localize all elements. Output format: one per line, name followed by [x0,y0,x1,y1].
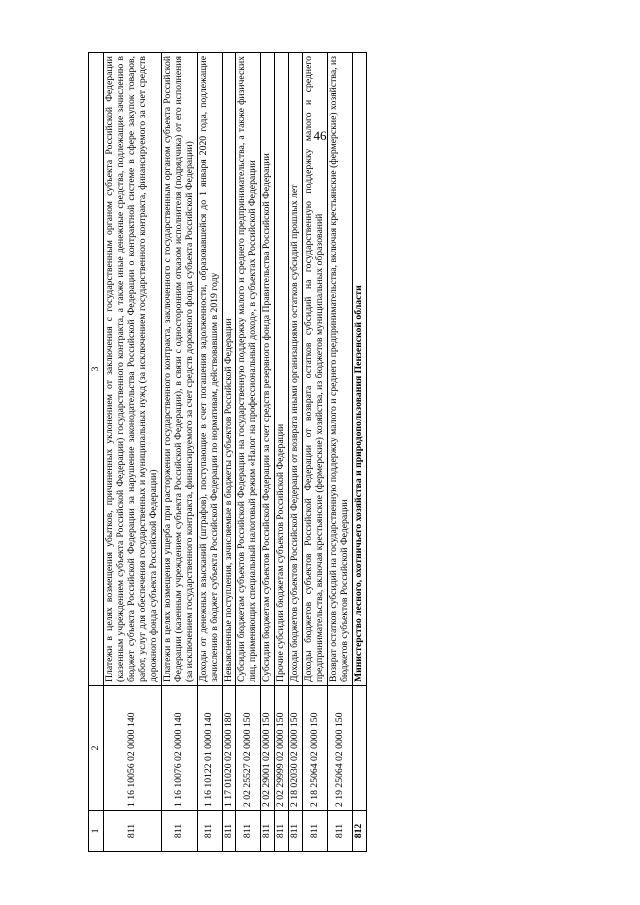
revenue-codes-table [88,52,367,852]
description-cell: Доходы от денежных взысканий (штрафов), поступающие в счет погашения задолженности, образовавшейся до 1 января 2020 года, подлежащие зачислению в бюджет субъекта Российской Федерации по нормативам, действовавшим в 2019 году [197,53,222,686]
description-cell: Платежи в целях возмещения ущерба при расторжении государственного контракта, заключенного с государственным органом субъекта Российской Федерации (казенным учреждением субъекта Российской Федерации), в связи с односторонним отказом исполнителя (подрядчика) от его исполнения (за исключением государственного контракта, финансируемого за счет средств дорожного фонда субъекта Российской Федерации) [161,53,197,686]
table-row [222,53,236,852]
budget-code-cell [353,686,367,811]
admin-code-cell: 811 [161,811,197,852]
budget-code-cell: 2 02 29999 02 0000 150 [275,686,289,811]
table-row [303,53,328,852]
budget-code-cell: 1 16 10056 02 0000 140 [104,686,162,811]
description-cell: Субсидии бюджетам субъектов Российской Федерации за счет средств резервного фонда Правительства Российской Федерации [261,53,275,686]
header-col-2: 2 [89,686,104,811]
table-row [104,53,162,852]
budget-code-cell: 1 16 10076 02 0000 140 [161,686,197,811]
admin-code-cell: 811 [328,811,353,852]
budget-code-cell: 2 19 25064 02 0000 150 [328,686,353,811]
admin-code-cell: 811 [303,811,328,852]
admin-code-cell: 811 [289,811,303,852]
description-cell: Доходы бюджетов субъектов Российской Федерации от возврата остатков субсидий на государственную поддержку малого и среднего предпринимательства, включая крестьянские (фермерские) хозяйства, из бюджетов муниципальных образований [303,53,328,686]
table-row [236,53,261,852]
header-col-3: 3 [89,53,104,686]
budget-code-cell: 1 17 01020 02 0000 180 [222,686,236,811]
admin-code-cell: 811 [222,811,236,852]
rotated-table-area [88,52,553,852]
rotated-page-content [88,52,553,852]
budget-code-cell: 2 02 25527 02 0000 150 [236,686,261,811]
table-row [197,53,222,852]
budget-code-cell: 1 16 10122 01 0000 140 [197,686,222,811]
table-row [275,53,289,852]
admin-code-cell: 811 [104,811,162,852]
admin-code-cell: 812 [353,811,367,852]
description-cell: Прочие субсидии бюджетам субъектов Российской Федерации [275,53,289,686]
description-cell: Министерство лесного, охотничьего хозяйства и природопользования Пензенской области [353,53,367,686]
description-cell: Возврат остатков субсидий на государственную поддержку малого и среднего предпринимательства, включая крестьянские (фермерские) хозяйства, из бюджетов субъектов Российской Федерации [328,53,353,686]
table-row [261,53,275,852]
table-header-row [89,53,104,852]
header-col-1: 1 [89,811,104,852]
table-row [289,53,303,852]
description-cell: Платежи в целях возмещения убытков, причиненных уклонением от заключения с государственным органом субъекта Российской Федерации (казенным учреждением субъекта Российской Федерации) государственного контракта, а также иные денежные средства, подлежащие зачислению в бюджет субъекта Российской Федерации за нарушение законодательства Российской Федерации о контрактной системе в сфере закупок товаров, работ, услуг для обеспечения государственных и муниципальных нужд (за исключением государственного контракта, финансируемого за счет средств дорожного фонда субъекта Российской Федерации) [104,53,162,686]
page-number: 46 [313,128,327,143]
description-cell: Невыясненные поступления, зачисляемые в бюджеты субъектов Российской Федерации [222,53,236,686]
budget-code-cell: 2 18 25064 02 0000 150 [303,686,328,811]
budget-code-cell: 2 18 02030 02 0000 150 [289,686,303,811]
table-row [353,53,367,852]
table-row [161,53,197,852]
admin-code-cell: 811 [275,811,289,852]
admin-code-cell: 811 [236,811,261,852]
admin-code-cell: 811 [261,811,275,852]
description-cell: Доходы бюджетов субъектов Российской Федерации от возврата иными организациями остатков субсидий прошлых лет [289,53,303,686]
description-cell: Субсидии бюджетам субъектов Российской Федерации на государственную поддержку малого и среднего предпринимательства, а также физических лиц, применяющих специальный налоговый режим «Налог на профессиональный доход», в субъектах Российской Федерации [236,53,261,686]
budget-code-cell: 2 02 29001 02 0000 150 [261,686,275,811]
admin-code-cell: 811 [197,811,222,852]
table-row [328,53,353,852]
